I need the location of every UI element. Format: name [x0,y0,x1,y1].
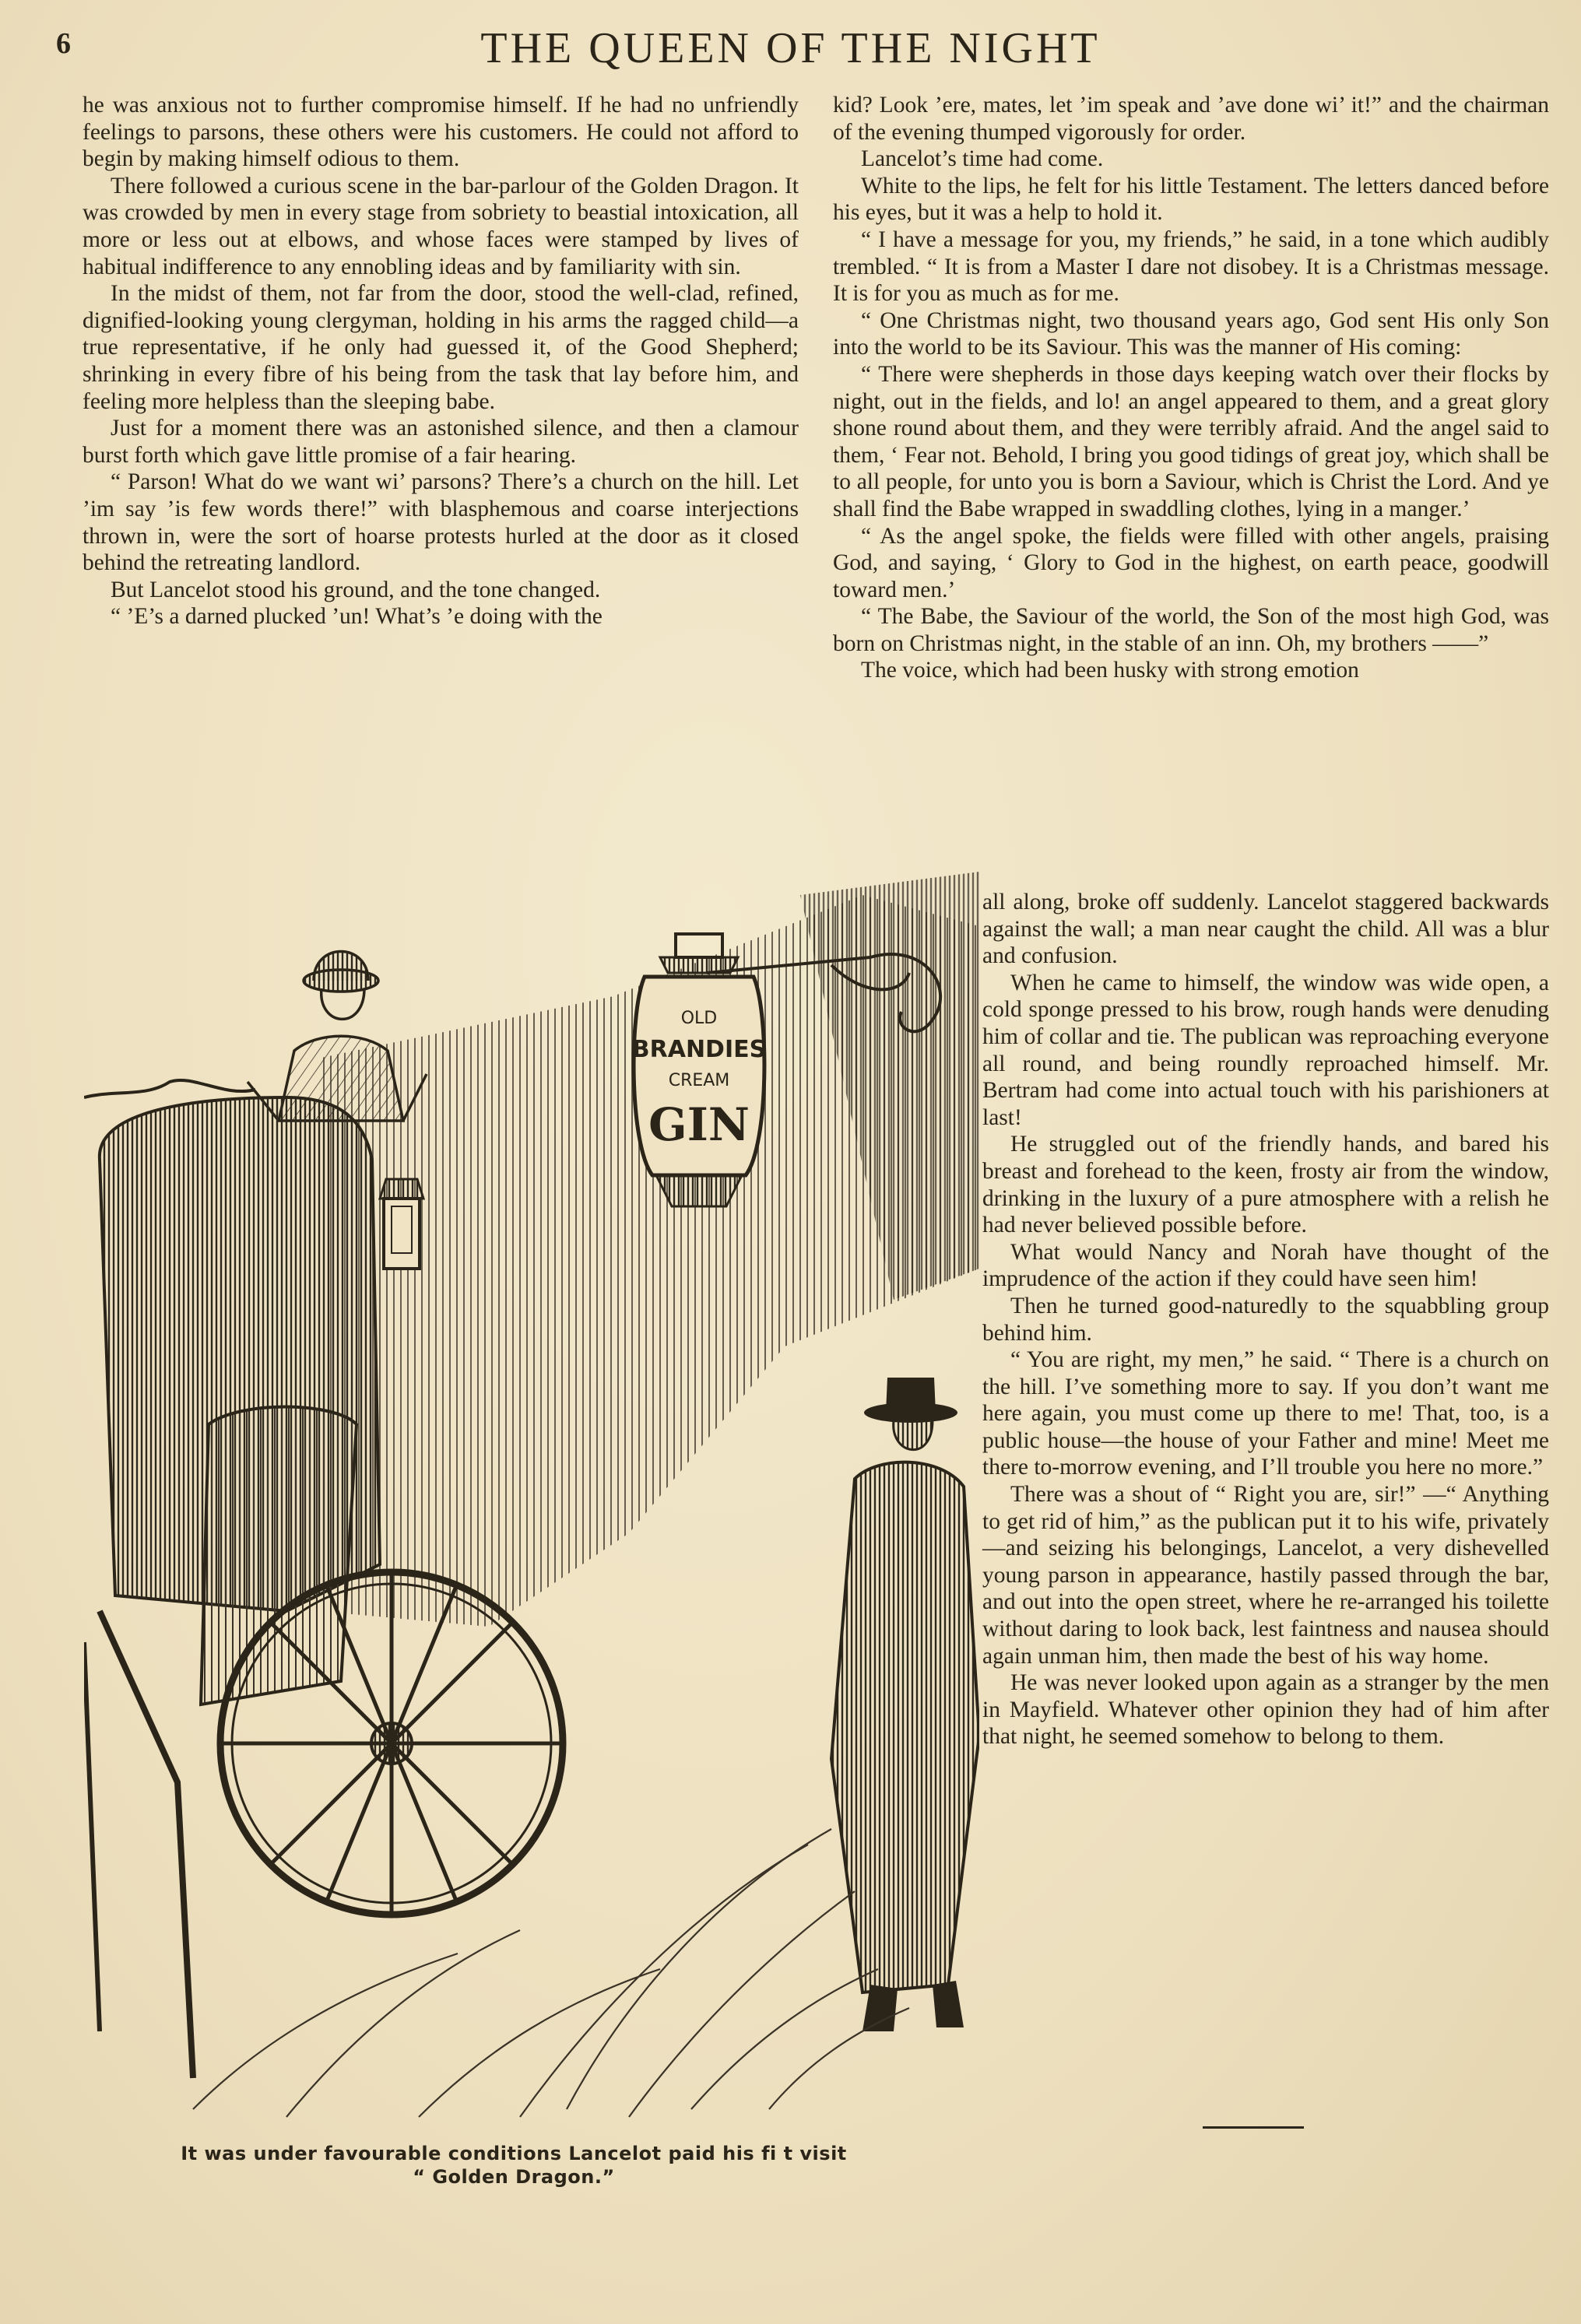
sign-text-gin: GIN [648,1098,750,1151]
text-column-left [83,92,799,630]
paragraph: There followed a curious scene in the bar-parlour of the Golden Dragon. It was crowded by men in every stage from sobriety to beastial intoxication, all more or less out at elbows, and whose faces were stamped by lives of habitual indifference to any ennobling ideas and by familiarity with sin. [83,173,799,279]
paragraph: “ You are right, my men,” he said. “ There is a church on the hill. I’ve something more to say. If you don’t want me here again, you must come up there to me! That, too, is a public house—the house of your Father and mine! Meet me there to-morrow evening, and I’ll trouble you here no more.” [982,1347,1549,1480]
engraving-illustration [84,864,979,2125]
text-column-right-lower [982,889,1549,1750]
illustration-caption [86,2142,942,2189]
caption-line-2: “ Golden Dragon.” [413,2166,615,2188]
paragraph: “ Parson! What do we want wi’ parsons? There’s a church on the hill. Let ’im say ’is few words there!” with blasphemous and coarse interjections thrown in, were the sort of hoarse protests hurled at the door as it closed behind the retreating landlord. [83,469,799,576]
paragraph: In the midst of them, not far from the door, stood the well-clad, refined, dignified-looking young clergyman, holding in his arms the ragged child—a true representative, if he only had guessed it, of the Good Shepherd; shrinking in every fibre of his being from the task that lay before him, and feeling more helpless than the sleeping babe. [83,281,799,414]
running-head: THE QUEEN OF THE NIGHT [480,24,1101,72]
paragraph: “ As the angel spoke, the fields were filled with other angels, praising God, and saying, ‘ Glory to God in the highest, on earth peace, goodwill toward men.’ [833,523,1549,602]
paragraph: “ One Christmas night, two thousand years ago, God sent His only Son into the world to be its Saviour. This was the manner of His coming: [833,307,1549,360]
paragraph: When he came to himself, the window was wide open, a cold sponge pressed to his brow, rough hands were denuding him of collar and tie. The publican was reproaching everyone all round, and being roundly reproached himself. Mr. Bertram had come into actual touch with his parishioners at last! [982,970,1549,1130]
paragraph: “ ’E’s a darned plucked ’un! What’s ’e doing with the [111,604,603,630]
sign-text-cream: CREAM [668,1071,730,1090]
paragraph: “ I have a message for you, my friends,” he said, in a tone which audibly trembled. “ It is from a Master I dare not disobey. It is a Christmas message. It is for you as much as for me. [833,226,1549,307]
sign-text-brandies: BRANDIES [631,1036,767,1063]
gin-lantern-sign [632,934,766,1206]
section-end-rule [1203,2126,1304,2129]
paragraph: Just for a moment there was an astonished silence, and then a clamour burst forth which gave little promise of a fair hearing. [83,416,799,468]
paragraph: But Lancelot stood his ground, and the tone changed. [111,577,601,602]
paragraph: he was anxious not to further compromise himself. If he had no unfriendly feelings to parsons, these others were his customers. He could not afford to begin by making himself odious to them. [83,93,799,172]
paragraph: He struggled out of the friendly hands, and bared his breast and forehead to the keen, frosty air from the window, drinking in the luxury of a pure atmosphere with a relish he had never believed possible before. [982,1132,1549,1238]
paragraph: all along, broke off suddenly. Lancelot staggered backwards against the wall; a man near caught the child. All was a blur and confusion. [982,890,1549,969]
paragraph: White to the lips, he felt for his little Testament. The letters danced before his eyes, but it was a help to hold it. [833,173,1549,226]
paragraph: He was never looked upon again as a stranger by the men in Mayfield. Whatever other opinion they had of him after that night, he seemed somehow to belong to them. [982,1670,1549,1750]
paragraph: “ There were shepherds in those days keeping watch over their flocks by night, out in the fields, and lo! an angel appeared to them, and a great glory shone round about them, and they were terribly afraid. And the angel said to them, ‘ Fear not. Behold, I bring you good tidings of great joy, which shall be to all people, for unto you is born a Saviour, which is Christ the Lord. And ye shall find the Babe wrapped in swaddling clothes, lying in a manger.’ [833,361,1549,521]
paragraph: Lancelot’s time had come. [861,146,1104,172]
paragraph: kid? Look ’ere, mates, let ’im speak and ’ave done wi’ it!” and the chairman of the evening thumped vigorously for order. [833,93,1549,145]
caption-line-1: It was under favourable conditions Lancelot paid his fi t visit [181,2143,847,2164]
text-column-right [833,92,1549,684]
page-number: 6 [56,27,71,60]
paragraph: What would Nancy and Norah have thought of the imprudence of the action if they could have seen him! [982,1239,1549,1292]
paragraph: There was a shout of “ Right you are, sir!” —“ Anything to get rid of him,” as the publican put it to his wife, privately—and seizing his belongings, Lancelot, a very dishevelled young parson in appearance, hastily passed through the bar, and out into the open street, where he re-arranged his toilette without daring to look back, lest faintness and nausea should again unman him, then made the best of his way home. [982,1482,1549,1669]
paragraph: The voice, which had been husky with strong emotion [861,658,1359,683]
paragraph: Then he turned good-naturedly to the squabbling group behind him. [982,1293,1549,1346]
sign-text-old: OLD [680,1009,718,1028]
street-ground [193,1829,909,2117]
paragraph: “ The Babe, the Saviour of the world, the Son of the most high God, was born on Christmas night, in the stable of an inn. Oh, my brothers ——” [833,604,1549,656]
clergyman-figure [831,1378,979,2031]
